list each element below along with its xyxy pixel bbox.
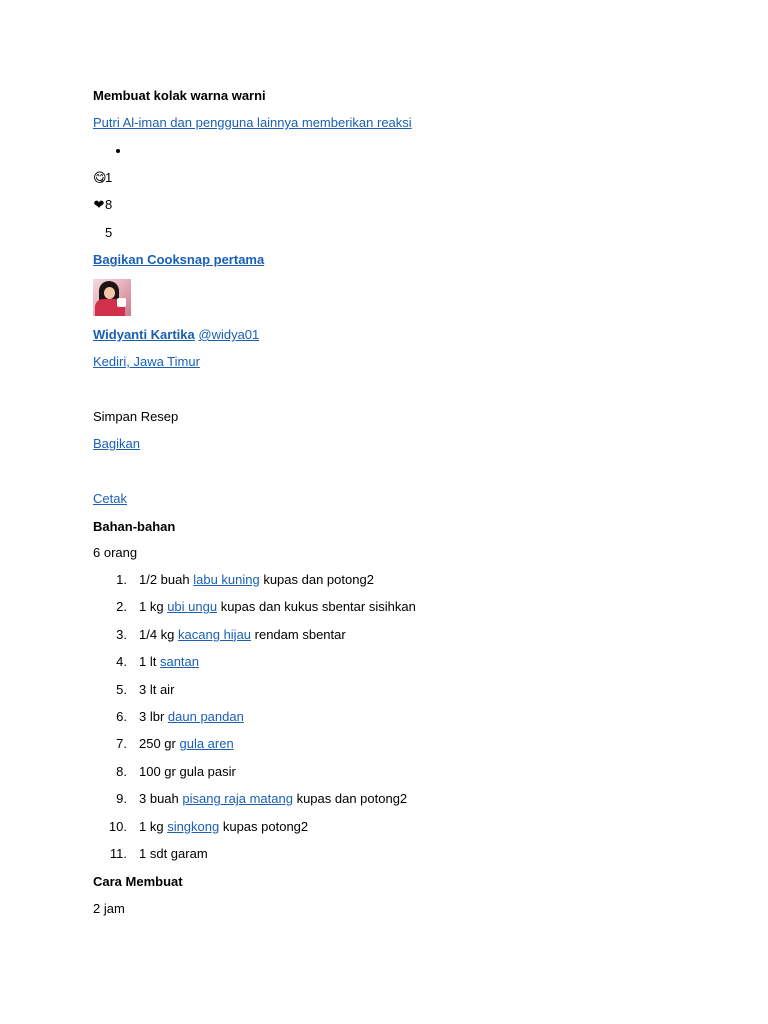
ingredient-note: kupas potong2 (219, 818, 309, 834)
heart-icon: ❤ (93, 197, 105, 212)
ingredient-link[interactable]: pisang raja matang (182, 791, 293, 807)
recipe-title: Membuat kolak warna warni (93, 88, 266, 103)
ingredient-text (139, 764, 236, 780)
share-cooksnap-link[interactable]: Bagikan Cooksnap pertama (93, 252, 265, 267)
ingredient-link[interactable]: gula aren (179, 736, 234, 752)
save-recipe-button[interactable]: Simpan Resep (93, 409, 179, 424)
ingredient-text (139, 682, 174, 698)
ingredient-number: 11. (109, 845, 127, 861)
ingredient-text (139, 654, 199, 670)
reaction-count: 5 (105, 225, 113, 240)
reaction-heart[interactable] (93, 197, 112, 213)
ingredient-text (139, 791, 407, 807)
ingredient-link[interactable]: santan (159, 654, 200, 670)
ingredient-number: 5. (116, 681, 127, 697)
ingredient-amount: 100 gr gula pasir (139, 763, 236, 779)
reaction-clap[interactable] (93, 225, 112, 241)
ingredient-amount: 1 lt (139, 654, 160, 670)
ingredients-heading: Bahan-bahan (93, 519, 176, 534)
ingredient-amount: 1/4 kg (139, 626, 179, 642)
ingredient-number: 8. (116, 763, 127, 779)
author-location-link[interactable]: Kediri, Jawa Timur (93, 354, 200, 369)
ingredient-note: kupas dan kukus sbentar sisihkan (217, 599, 416, 615)
steps-heading: Cara Membuat (93, 874, 183, 889)
ingredient-number: 10. (108, 818, 127, 834)
reaction-count: 1 (105, 170, 113, 185)
ingredient-text (139, 599, 416, 615)
ingredient-amount: 1 kg (139, 599, 168, 615)
ingredient-text (139, 572, 374, 588)
ingredient-link[interactable]: labu kuning (193, 572, 260, 587)
ingredient-link[interactable]: kacang hijau (178, 626, 252, 642)
ingredient-amount: 1/2 buah (139, 572, 194, 587)
avatar[interactable] (93, 279, 131, 316)
author-name-link[interactable]: Widyanti Kartika (93, 327, 195, 342)
duration: 2 jam (93, 901, 125, 916)
smiley-icon: 😋 (93, 170, 107, 185)
ingredient-number: 2. (116, 599, 127, 615)
ingredient-note: kupas dan potong2 (292, 791, 408, 807)
ingredient-text (139, 736, 234, 752)
ingredient-text (139, 709, 244, 725)
ingredient-amount: 1 sdt garam (139, 845, 208, 861)
ingredient-link[interactable]: ubi ungu (167, 599, 218, 615)
reaction-count: 8 (105, 197, 113, 212)
ingredient-text (139, 846, 208, 862)
ingredient-number: 9. (116, 791, 127, 807)
ingredient-amount: 250 gr (139, 736, 180, 752)
ingredient-text (139, 819, 308, 835)
list-bullet (116, 149, 120, 153)
ingredient-number: 3. (116, 626, 127, 642)
ingredient-amount: 3 lbr (139, 708, 168, 724)
share-link[interactable]: Bagikan (93, 436, 140, 451)
ingredient-link[interactable]: singkong (167, 818, 220, 834)
author-row (93, 327, 259, 343)
print-link[interactable]: Cetak (93, 491, 127, 506)
ingredient-text (139, 627, 346, 643)
ingredient-number: 6. (116, 708, 127, 724)
reactions-link[interactable]: Putri Al-iman dan pengguna lainnya memberikan reaksi (93, 115, 412, 130)
ingredient-amount: 3 buah (139, 791, 183, 807)
reaction-smiley[interactable] (93, 170, 112, 186)
servings: 6 orang (93, 545, 138, 560)
ingredient-note: kupas dan potong2 (259, 572, 374, 587)
author-handle-link[interactable]: @widya01 (198, 327, 260, 342)
ingredient-amount: 3 lt air (139, 681, 175, 697)
ingredient-link[interactable]: daun pandan (167, 708, 244, 724)
ingredient-number: 7. (116, 736, 127, 752)
ingredient-number: 1. (116, 572, 127, 587)
ingredient-number: 4. (116, 654, 127, 670)
ingredient-amount: 1 kg (139, 818, 168, 834)
ingredient-note: rendam sbentar (251, 626, 346, 642)
